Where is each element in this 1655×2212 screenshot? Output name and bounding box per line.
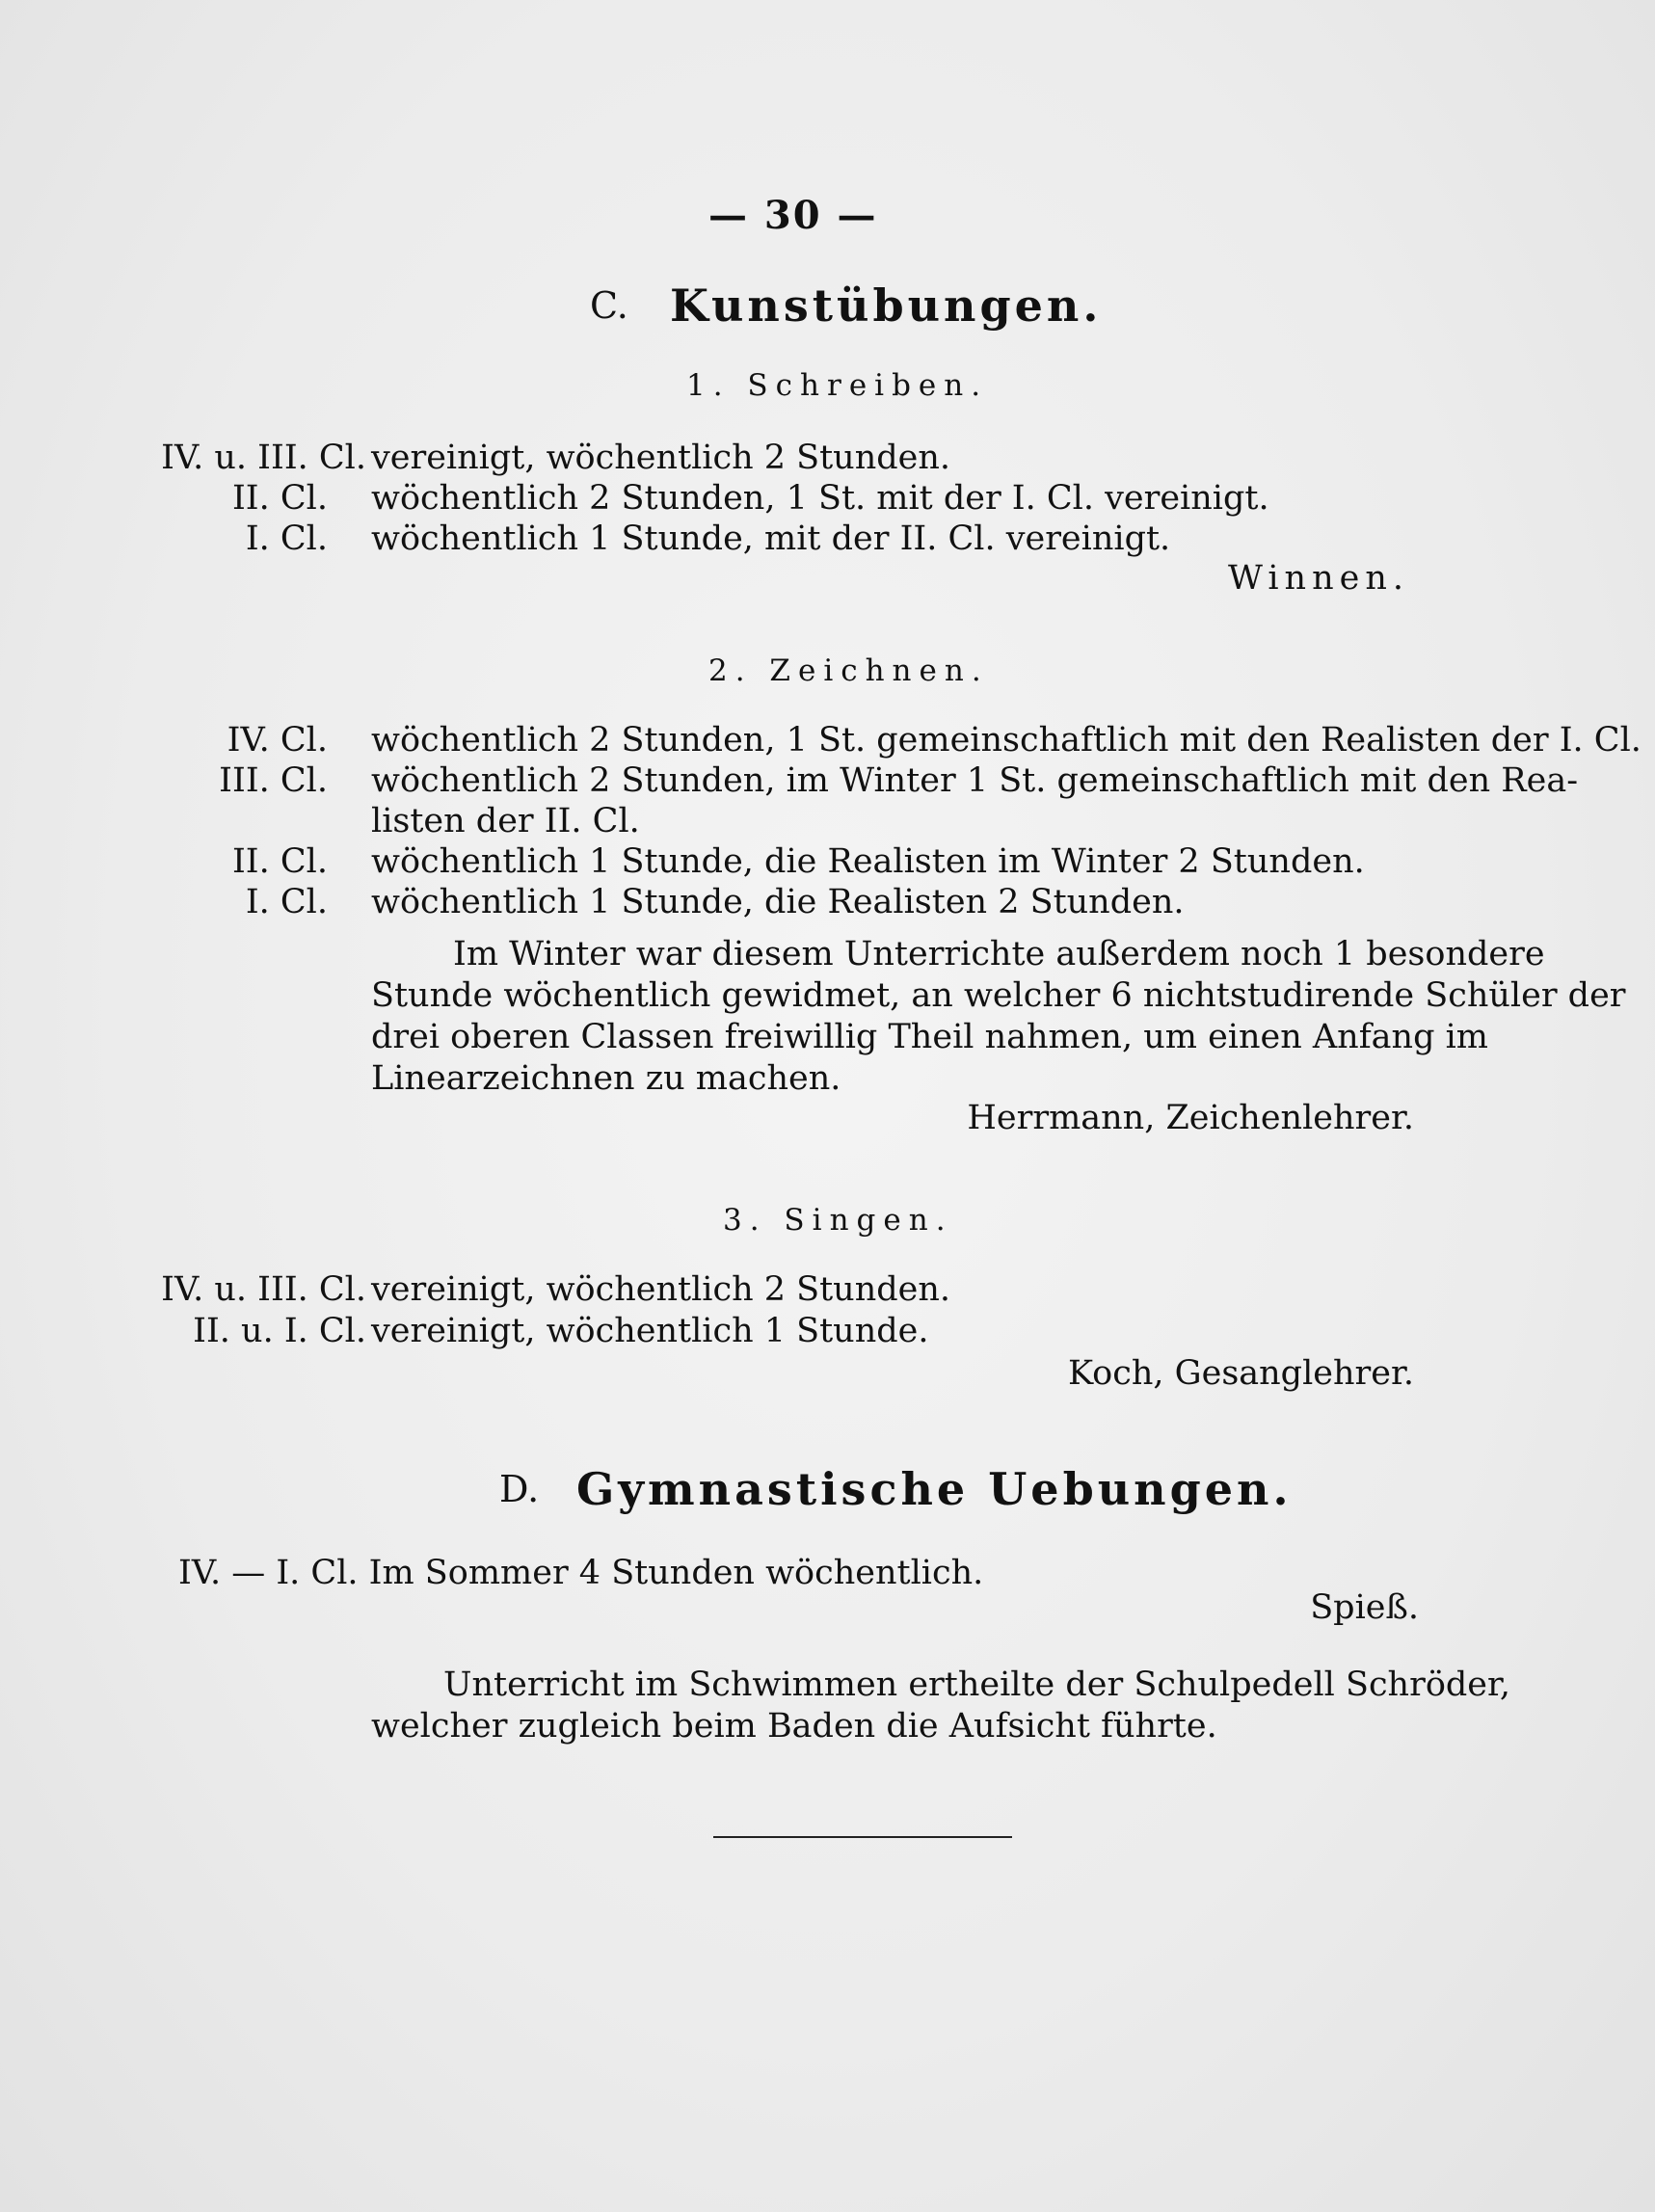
section-c-title: Kunstübungen. bbox=[670, 280, 1103, 332]
writing-row-class: I. Cl. bbox=[245, 520, 328, 558]
drawing-row-class: IV. Cl. bbox=[227, 721, 328, 760]
singing-heading: 3. Singen. bbox=[723, 1203, 953, 1238]
drawing-row-class: I. Cl. bbox=[245, 883, 328, 921]
singing-row-class: II. u. I. Cl. bbox=[193, 1312, 366, 1350]
section-d-label: D. bbox=[499, 1468, 540, 1510]
drawing-paragraph-line: Im Winter war diesem Unterrichte außerdem noch 1 besondere bbox=[453, 935, 1545, 973]
drawing-row-text-continued: listen der II. Cl. bbox=[371, 802, 640, 840]
swimming-paragraph-line: welcher zugleich beim Baden die Aufsicht führte. bbox=[371, 1707, 1217, 1746]
drawing-row-text: wöchentlich 2 Stunden, 1 St. gemeinschaftlich mit den Realisten der I. Cl. bbox=[371, 721, 1642, 760]
singing-row-class: IV. u. III. Cl. bbox=[161, 1270, 366, 1309]
section-d-title: Gymnastische Uebungen. bbox=[576, 1463, 1293, 1515]
drawing-row-text: wöchentlich 1 Stunde, die Realisten 2 Stunden. bbox=[371, 883, 1185, 921]
singing-row-text: vereinigt, wöchentlich 2 Stunden. bbox=[371, 1270, 951, 1309]
page-number: — 30 — bbox=[708, 193, 878, 238]
writing-row-text: wöchentlich 1 Stunde, mit der II. Cl. vereinigt. bbox=[371, 520, 1171, 558]
writing-row-class: IV. u. III. Cl. bbox=[161, 439, 366, 477]
writing-row-text: vereinigt, wöchentlich 2 Stunden. bbox=[371, 439, 951, 477]
gymnastics-signature: Spieß. bbox=[1310, 1588, 1419, 1627]
closing-rule bbox=[713, 1836, 1012, 1838]
writing-row-class: II. Cl. bbox=[231, 479, 328, 518]
writing-row-text: wöchentlich 2 Stunden, 1 St. mit der I. Cl. vereinigt. bbox=[371, 479, 1269, 518]
drawing-row-class: II. Cl. bbox=[231, 842, 328, 881]
drawing-row-text: wöchentlich 1 Stunde, die Realisten im Winter 2 Stunden. bbox=[371, 842, 1365, 881]
drawing-row-text: wöchentlich 2 Stunden, im Winter 1 St. gemeinschaftlich mit den Rea- bbox=[371, 761, 1579, 800]
drawing-paragraph-line: drei oberen Classen freiwillig Theil nahmen, um einen Anfang im bbox=[371, 1018, 1488, 1056]
writing-heading: 1. Schreiben. bbox=[686, 368, 989, 403]
singing-row-text: vereinigt, wöchentlich 1 Stunde. bbox=[371, 1312, 929, 1350]
writing-signature: Winnen. bbox=[1227, 559, 1409, 598]
drawing-paragraph-line: Linearzeichnen zu machen. bbox=[371, 1059, 841, 1098]
singing-signature: Koch, Gesanglehrer. bbox=[1067, 1354, 1414, 1393]
section-c-label: C. bbox=[590, 284, 628, 327]
swimming-paragraph-line: Unterricht im Schwimmen ertheilte der Schulpedell Schröder, bbox=[443, 1666, 1511, 1704]
gymnastics-line: IV. — I. Cl. Im Sommer 4 Stunden wöchentlich. bbox=[178, 1554, 984, 1592]
drawing-paragraph-line: Stunde wöchentlich gewidmet, an welcher 6 nichtstudirende Schüler der bbox=[371, 976, 1626, 1015]
drawing-signature: Herrmann, Zeichenlehrer. bbox=[967, 1099, 1414, 1137]
drawing-heading: 2. Zeichnen. bbox=[708, 653, 989, 688]
drawing-row-class: III. Cl. bbox=[219, 761, 328, 800]
